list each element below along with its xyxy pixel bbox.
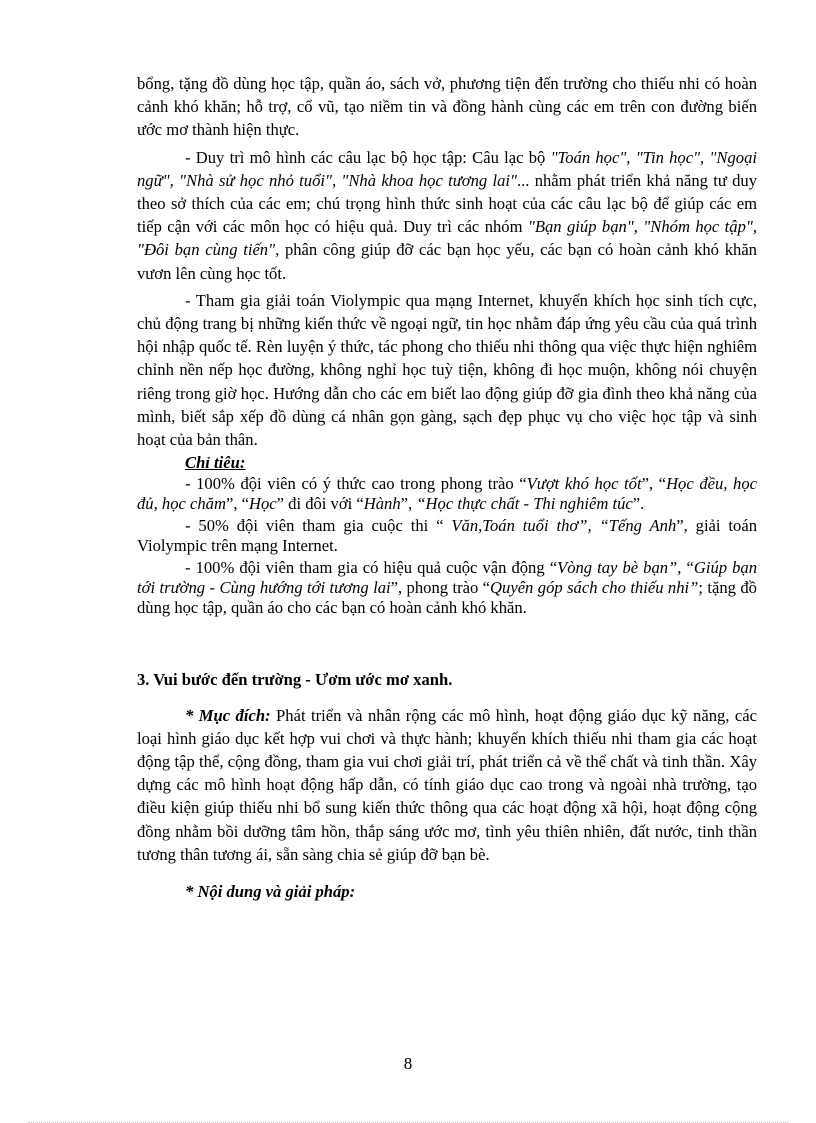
text-run: Học đều, học đủ, học chăm — [137, 474, 757, 514]
noi-dung-heading: * Nội dung và giải pháp: — [185, 882, 356, 902]
text-run: , phân công giúp đỡ các bạn học yếu, các bạn có hoàn cảnh khó khăn vươn lên cùng học tốt. — [137, 240, 757, 283]
text-run: - 100% đội viên có ý thức cao trong phong trào “ — [185, 474, 527, 494]
text-run: Giúp bạn tới trường - Cùng hướng tới tương lai — [137, 558, 757, 598]
text-run: Hành — [363, 494, 401, 514]
paragraph-scholarship: bổng, tặng đồ dùng học tập, quần áo, sách vở, phương tiện đến trường cho thiếu nhi có hoàn cảnh khó khăn; hỗ trợ, cổ vũ, tạo niềm tin và đồng hành cùng các em trên con đường biến ước mơ thành hiện thực. — [137, 74, 757, 140]
text-run: Phát triển và nhân rộng các mô hình, hoạt động giáo dục kỹ năng, các loại hình giáo dục kết hợp vui chơi và thực hành; khuyến khích thiếu nhi tham gia các hoạt động tập thể, cộng đồng, tham gia vui chơi giải trí, phát triển cả về thể chất và tinh thần. Xây dựng các mô hình hoạt động hấp dẫn, có tính giáo dục cao trong và ngoài nhà trường, tạo điều kiện giúp thiếu nhi bổ sung kiến thức thông qua các hoạt động xã hội, hoạt động cộng đồng nhằm bồi dưỡng tâm hồn, thắp sáng ước mơ, tình yêu thiên nhiên, đất nước, tinh thần tương thân tương ái, sẵn sàng chia sẻ giúp đỡ bạn bè. — [137, 705, 758, 864]
text-run: ” đi đôi với “ — [276, 494, 364, 514]
text-run: ”, “ — [225, 494, 249, 514]
text-run: ”, — [400, 494, 417, 514]
text-run: - 100% đội viên tham gia có hiệu quả cuộc vận động “ — [185, 558, 558, 578]
chi-tieu-label — [137, 451, 757, 474]
paragraph-study-clubs — [137, 146, 757, 285]
chi-tieu-heading: Chỉ tiêu: — [185, 453, 246, 473]
page-number: 8 — [403, 1054, 413, 1073]
text-run: ”, “ — [641, 474, 667, 494]
text-run: ... nhằm phát triển khả năng tư duy theo sở thích của các em; chú trọng hình thức sinh hoạt của các câu lạc bộ để giúp các em tiếp cận với các môn học có hiệu quả. Duy trì các nhóm — [137, 170, 757, 237]
group-names: "Bạn giúp bạn", "Nhóm học tập", "Đôi bạn cùng tiến" — [137, 217, 758, 260]
muc-dich-label: * Mục đích: — [185, 705, 271, 725]
target-item-1 — [137, 474, 757, 514]
club-names: "Toán học", "Tin học", "Ngoại ngữ", "Nhà sử học nhỏ tuổi", "Nhà khoa học tương lai" — [137, 147, 757, 190]
text-run: “Học thực chất - Thi nghiêm túc — [416, 494, 633, 514]
text-run: - Duy trì mô hình các câu lạc bộ học tập: Câu lạc bộ — [185, 147, 551, 167]
text-run: - 50% đội viên tham gia cuộc thi “ — [185, 516, 452, 536]
page-body — [137, 72, 757, 903]
text-run: Quyên góp sách cho thiếu nhi” — [490, 578, 699, 598]
text-run: Văn,Toán tuổi thơ”, “Tếng Anh — [451, 516, 677, 536]
paragraph-muc-dich — [137, 704, 757, 866]
text-run: ; tặng đồ dùng học tập, quần áo cho các bạn có hoàn cảnh khó khăn. — [137, 578, 757, 618]
text-run: Học — [248, 494, 277, 514]
text-run: ”, giải toán Violympic trên mạng Internet. — [137, 516, 757, 556]
paragraph-violympic: - Tham gia giải toán Violympic qua mạng Internet, khuyến khích học sinh tích cực, chủ động trang bị những kiến thức về ngoại ngữ, tin học nhằm đáp ứng yêu cầu của quá trình hội nhập quốc tế. Rèn luyện ý thức, tác phong cho thiếu nhi thông qua việc thực hiện nghiêm chỉnh nền nếp học đường, không nghỉ học tuỳ tiện, không đi học muộn, không nói chuyện riêng trong giờ học. Hướng dẫn cho các em biết lao động giúp đỡ gia đình theo khả năng của mình, biết sắp xếp đồ dùng cá nhân gọn gàng, sạch đẹp phục vụ cho việc học tập và sinh hoạt của bản thân. — [137, 290, 757, 450]
noi-dung-label — [137, 880, 757, 903]
text-run: ”, phong trào “ — [390, 578, 491, 598]
target-item-3 — [137, 558, 757, 618]
text-run: Vượt khó học tốt — [526, 474, 642, 494]
target-item-2 — [137, 516, 757, 556]
section-3-heading: 3. Vui bước đến trường - Ươm ước mơ xanh. — [137, 670, 453, 690]
text-run: ”. — [632, 494, 645, 514]
text-run: Vòng tay bè bạn” — [557, 558, 678, 578]
text-run: , “ — [677, 558, 694, 578]
